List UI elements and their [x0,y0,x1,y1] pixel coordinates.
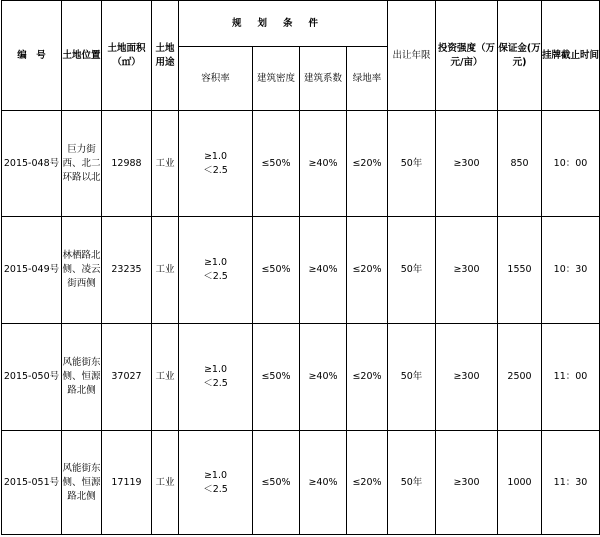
plot-area: 37027 [102,324,152,431]
header-number: 编 号 [2,1,62,111]
header-row-1 [2,1,600,47]
table-row [2,111,600,217]
plot-green: ≤20% [347,324,388,431]
header-location: 土地位置 [62,1,102,111]
plot-deadline: 10：00 [542,111,600,217]
header-investment: 投资强度（万元/亩） [436,1,498,111]
header-deadline: 挂牌截止时间 [542,1,600,111]
far-upper: ＜2.5 [203,483,228,495]
plot-use: 工业 [152,217,179,324]
plot-investment: ≥300 [436,431,498,535]
plot-density: ≤50% [253,431,300,535]
header-planning: 规划条件 [179,1,388,47]
far-upper: ＜2.5 [203,378,228,389]
header-green: 绿地率 [347,47,388,111]
plot-location: 林栖路北侧、凌云街西侧 [62,217,102,324]
plot-density: ≤50% [253,324,300,431]
header-deposit: 保证金(万元) [498,1,542,111]
plot-number: 2015-048号 [2,111,62,217]
plot-term: 50年 [388,324,436,431]
plot-number: 2015-050号 [2,324,62,431]
plot-use: 工业 [152,431,179,535]
far-lower: ≥1.0 [203,469,228,481]
plot-deposit: 2500 [498,324,542,431]
table-row [2,217,600,324]
plot-deposit: 1000 [498,431,542,535]
plot-density: ≤50% [253,111,300,217]
table-row [2,431,600,535]
plot-deadline: 11：30 [542,431,600,535]
plot-deadline: 10：30 [542,217,600,324]
plot-far [179,111,253,217]
plot-far [179,324,253,431]
plot-area: 12988 [102,111,152,217]
plot-coverage: ≥40% [300,217,347,324]
far-upper: ＜2.5 [203,271,228,282]
plot-green: ≤20% [347,431,388,535]
header-term: 出让年限 [388,1,436,111]
header-use: 土地用途 [152,1,179,111]
plot-investment: ≥300 [436,324,498,431]
plot-green: ≤20% [347,217,388,324]
header-coverage: 建筑系数 [300,47,347,111]
plot-far [179,217,253,324]
far-lower: ≥1.0 [203,364,228,375]
plot-far [179,431,253,535]
plot-location: 巨力街西、北二环路以北 [62,111,102,217]
far-lower: ≥1.0 [203,257,228,268]
plot-term: 50年 [388,217,436,324]
plot-density: ≤50% [253,217,300,324]
plot-number: 2015-051号 [2,431,62,535]
plot-area: 23235 [102,217,152,324]
plot-use: 工业 [152,324,179,431]
plot-investment: ≥300 [436,217,498,324]
plot-term: 50年 [388,431,436,535]
plot-coverage: ≥40% [300,111,347,217]
far-upper: ＜2.5 [203,164,228,176]
plot-deposit: 850 [498,111,542,217]
header-far: 容积率 [179,47,253,111]
plot-coverage: ≥40% [300,431,347,535]
plot-investment: ≥300 [436,111,498,217]
header-area: 土地面积（㎡） [102,1,152,111]
plot-term: 50年 [388,111,436,217]
plot-location: 风能街东侧、恒源路北侧 [62,431,102,535]
plot-area: 17119 [102,431,152,535]
plot-number: 2015-049号 [2,217,62,324]
plot-deadline: 11：00 [542,324,600,431]
table-row [2,324,600,431]
land-auction-table [1,0,600,535]
header-density: 建筑密度 [253,47,300,111]
plot-green: ≤20% [347,111,388,217]
plot-deposit: 1550 [498,217,542,324]
plot-location: 风能街东侧、恒源路北侧 [62,324,102,431]
plot-use: 工业 [152,111,179,217]
plot-coverage: ≥40% [300,324,347,431]
far-lower: ≥1.0 [203,150,228,162]
